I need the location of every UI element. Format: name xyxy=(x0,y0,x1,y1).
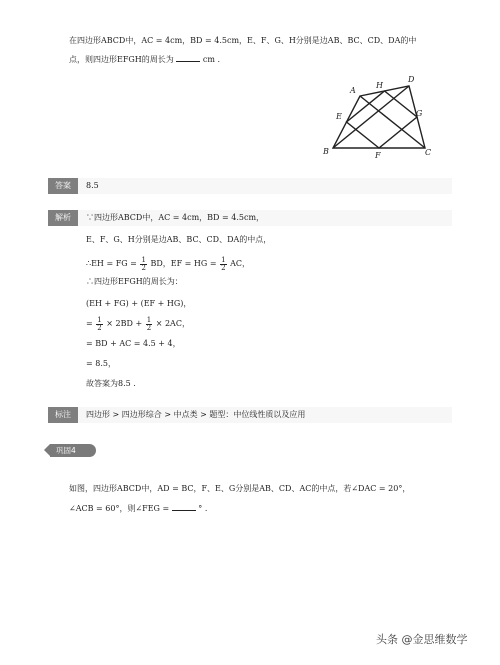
answer-band xyxy=(48,178,452,194)
analysis-line-3 xyxy=(86,254,250,274)
label-a: A xyxy=(350,86,356,95)
fraction-numerator: 1 xyxy=(97,315,102,324)
analysis-line-5: (EH + FG) + (EF + HG)， xyxy=(86,299,192,308)
practice-tag: 巩固4 xyxy=(50,444,96,457)
fraction-half xyxy=(220,257,226,272)
watermark: 头条 @金思维数学 xyxy=(376,633,468,646)
fraction-numerator: 1 xyxy=(141,255,146,264)
analysis-tag: 解析 xyxy=(48,210,78,226)
practice-line-2-text: ∠ACB = 60°，则∠FEG = xyxy=(69,504,170,513)
note-text: 四边形 > 四边形综合 > 中点类 > 题型：中位线性质以及应用 xyxy=(86,410,306,419)
label-f: F xyxy=(375,151,381,160)
fraction-numerator: 1 xyxy=(146,315,152,324)
problem-line-2-text: 点，则四边形EFGH的周长为 xyxy=(69,55,174,64)
label-e: E xyxy=(336,112,342,121)
fraction-half xyxy=(146,317,152,332)
fraction-half xyxy=(96,317,102,332)
practice-unit: ° . xyxy=(198,504,208,513)
label-c: C xyxy=(425,148,432,157)
problem-unit: cm . xyxy=(202,55,221,64)
label-b: B xyxy=(323,147,329,156)
label-d: D xyxy=(408,75,415,84)
answer-value: 8.5 xyxy=(86,181,99,190)
fraction-denominator: 2 xyxy=(146,323,152,332)
analysis-line-6-part-a: = xyxy=(86,319,93,328)
problem-line-1: 在四边形ABCD中，AC = 4cm，BD = 4.5cm，E、F、G、H分别是边AB、BC、CD、DA的中 xyxy=(69,36,417,45)
analysis-line-3-part-b: BD，EF = HG = xyxy=(150,259,217,268)
analysis-line-9: 故答案为8.5 . xyxy=(86,379,136,388)
analysis-line-6 xyxy=(86,314,190,334)
fraction-denominator: 2 xyxy=(141,263,146,272)
fraction-denominator: 2 xyxy=(221,263,226,272)
practice-line-2 xyxy=(69,503,207,515)
practice-line-1: 如图，四边形ABCD中，AD = BC，F、E、G分别是AB、CD、AC的中点，若∠DAC = 20°， xyxy=(69,484,411,493)
analysis-line-8: = 8.5， xyxy=(86,359,116,368)
answer-tag: 答案 xyxy=(48,178,78,194)
quadrilateral-efgh xyxy=(347,91,418,148)
fraction-numerator: 1 xyxy=(221,255,226,264)
diagonal-bd xyxy=(333,86,409,148)
practice-answer-blank xyxy=(172,510,196,511)
label-h: H xyxy=(376,81,383,90)
analysis-line-2: E、F、G、H分别是边AB、BC、CD、DA的中点， xyxy=(86,235,272,244)
analysis-line-6-part-b: × 2BD + xyxy=(106,319,143,328)
fraction-denominator: 2 xyxy=(97,323,102,332)
analysis-line-3-part-a: ∴EH = FG = xyxy=(86,259,137,268)
analysis-line-7: = BD + AC = 4.5 + 4， xyxy=(86,339,181,348)
analysis-line-3-part-c: AC， xyxy=(230,259,251,268)
analysis-line-6-part-c: × 2AC， xyxy=(155,319,190,328)
fraction-half xyxy=(140,257,146,272)
analysis-line-1: ∵四边形ABCD中，AC = 4cm，BD = 4.5cm， xyxy=(86,213,265,222)
analysis-line-4: ∴四边形EFGH的周长为： xyxy=(86,277,183,286)
label-g: G xyxy=(416,109,423,118)
note-tag: 标注 xyxy=(48,407,78,423)
